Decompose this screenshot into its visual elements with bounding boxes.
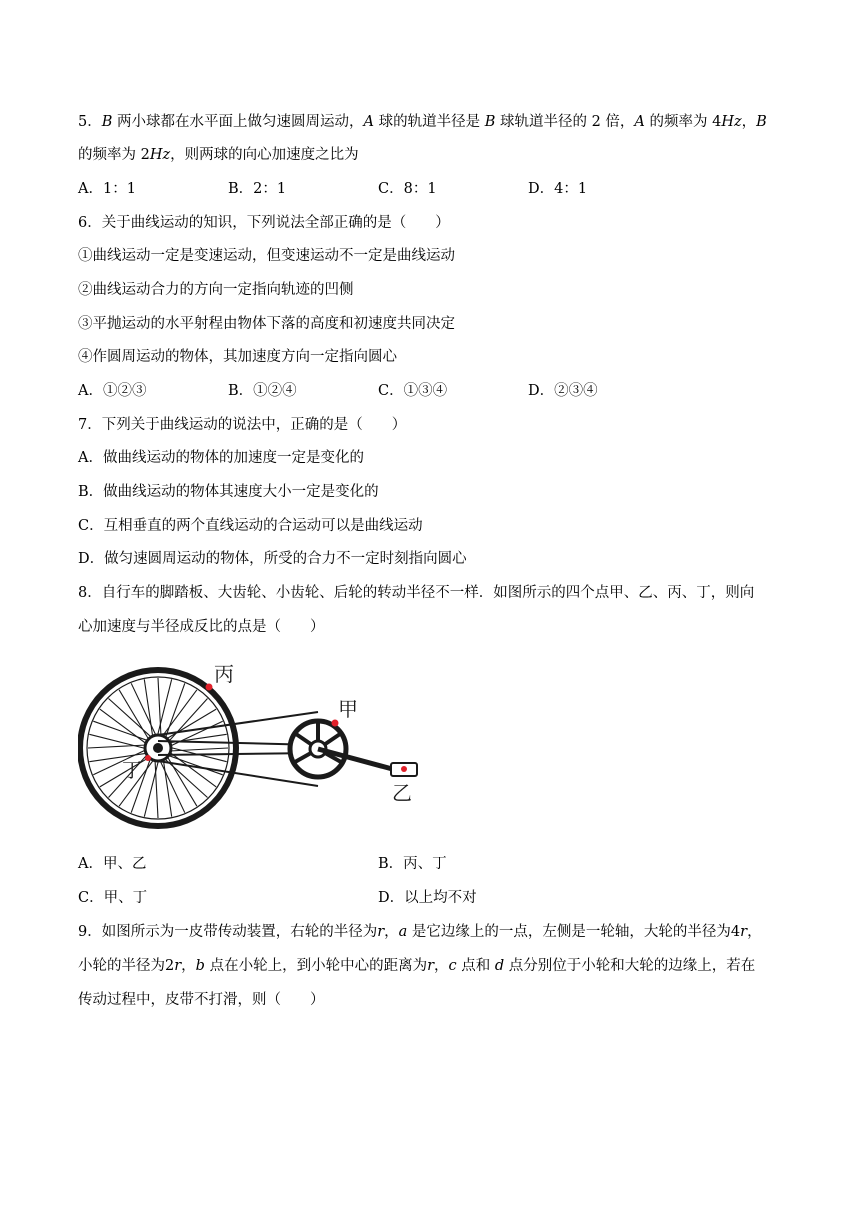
q5-text: ，则两球的向心加速度之比为 (170, 147, 359, 163)
q9-text: 9．如图所示为一皮带传动装置，右轮的半径为 (78, 924, 378, 940)
label-yi: 乙 (392, 783, 412, 805)
q7-option-a: A．做曲线运动的物体的加速度一定是变化的 (78, 450, 364, 466)
q5-line1 (78, 112, 767, 132)
q7-option-d: D．做匀速圆周运动的物体，所受的合力不一定时刻指向圆心 (78, 551, 467, 567)
q5-number: 5． (78, 114, 102, 130)
q9-text: r (174, 958, 182, 974)
label-bing: 丙 (214, 664, 234, 686)
q9-text: r (740, 924, 748, 940)
q9-text: d (494, 958, 505, 974)
q8-option-c: C．甲、丁 (78, 890, 148, 906)
bicycle-figure (78, 652, 428, 832)
q5-text: A (363, 114, 374, 130)
q8-option-b: B．丙、丁 (378, 856, 447, 872)
q5-option-d: D．4：1 (528, 181, 588, 197)
wheel-spoke (163, 759, 172, 817)
wheel-spoke (144, 679, 153, 737)
q7-stem: 7．下列关于曲线运动的说法中，正确的是（ ） (78, 417, 407, 433)
point-yi-marker (401, 766, 407, 772)
wheel-spoke (160, 760, 185, 813)
q6-stem: 6．关于曲线运动的知识，下列说法全部正确的是（ ） (78, 215, 450, 231)
point-ding-marker (145, 755, 151, 761)
wheel-spoke (131, 683, 156, 736)
q6-option-c: C．①③④ (378, 383, 448, 399)
label-jia: 甲 (338, 699, 358, 721)
q9-line3: 传动过程中，皮带不打滑，则（ ） (78, 992, 325, 1008)
q9-text: a (398, 924, 408, 940)
q5-text: 的频率为 4 (644, 114, 722, 130)
q9-text: r (427, 958, 435, 974)
q9-text: ， (434, 958, 449, 974)
q6-item-1: ①曲线运动一定是变速运动，但变速运动不一定是曲线运动 (78, 248, 455, 264)
q5-option-c: C．8：1 (378, 181, 437, 197)
q7-option-c: C．互相垂直的两个直线运动的合运动可以是曲线运动 (78, 518, 423, 534)
q8-stem-line2: 心加速度与半径成反比的点是（ ） (78, 619, 325, 635)
q9-text: c (448, 958, 457, 974)
q5-text: 的频率为 2 (78, 147, 150, 163)
q8-option-d: D．以上均不对 (378, 890, 477, 906)
q9-text: 点在小轮上，到小轮中心的距离为 (204, 958, 428, 974)
label-ding: 丁 (122, 760, 142, 782)
q5-text: Hz (721, 114, 742, 130)
q9-text: 点分别位于小轮和大轮的边缘上，若在 (504, 958, 756, 974)
q6-item-4: ④作圆周运动的物体，其加速度方向一定指向圆心 (78, 349, 397, 365)
q6-option-d: D．②③④ (528, 383, 598, 399)
q5-option-b: B．2：1 (228, 181, 287, 197)
point-bing-marker (206, 684, 213, 691)
q5-text: B (756, 114, 767, 130)
q5-text: Hz (149, 147, 171, 163)
q8-option-a: A．甲、乙 (78, 856, 147, 872)
q9-text: 是它边缘上的一点，左侧是一轮轴，大轮的半径为4 (407, 924, 741, 940)
q9-text: b (195, 958, 205, 974)
q9-line1 (78, 922, 762, 942)
q5-text: 两小球都在水平面上做匀速圆周运动， (112, 114, 364, 130)
q6-option-b: B．①②④ (228, 383, 297, 399)
q5-option-a: A．1：1 (78, 181, 136, 197)
q9-text: r (377, 924, 385, 940)
q8-stem-line1: 8．自行车的脚踏板、大齿轮、小齿轮、后轮的转动半径不一样．如图所示的四个点甲、乙、丙、丁，则向 (78, 585, 755, 601)
q5-text: B (484, 114, 496, 130)
q9-text: ， (384, 924, 399, 940)
q9-text: ， (747, 924, 762, 940)
q6-option-a: A．①②③ (78, 383, 147, 399)
q5-text: A (634, 114, 645, 130)
q5-text: 球的轨道半径是 (373, 114, 485, 130)
q9-text: 小轮的半径为2 (78, 958, 175, 974)
q5-text: ， (741, 114, 757, 130)
q9-line2 (78, 956, 755, 976)
q9-text: 点和 (456, 958, 495, 974)
q5-text: B (101, 114, 113, 130)
rear-wheel (80, 670, 236, 826)
q7-option-b: B．做曲线运动的物体其速度大小一定是变化的 (78, 484, 379, 500)
q6-item-2: ②曲线运动合力的方向一定指向轨迹的凹侧 (78, 282, 354, 298)
q6-item-3: ③平抛运动的水平射程由物体下落的高度和初速度共同决定 (78, 316, 455, 332)
q9-text: ， (181, 958, 196, 974)
q5-text: 球轨道半径的 2 倍， (495, 114, 635, 130)
q5-line2 (78, 145, 359, 165)
